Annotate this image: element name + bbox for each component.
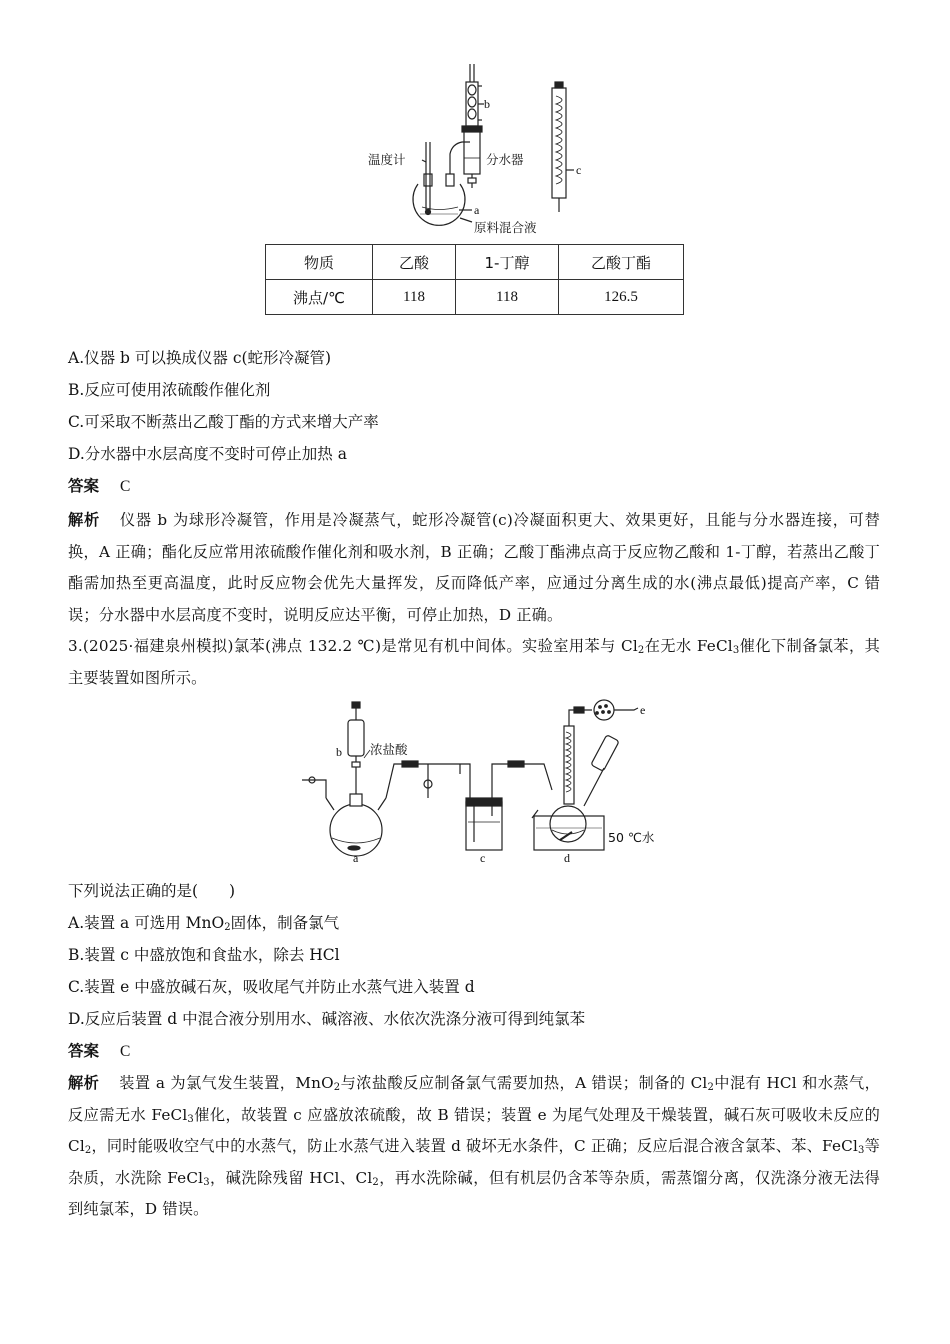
table-row-label: 沸点/℃: [266, 280, 373, 315]
table-cell: 118: [373, 280, 456, 315]
analysis-text: 等杂质，水洗除 FeCl: [68, 1137, 880, 1187]
answer-value: C: [120, 478, 131, 495]
fig2-label-a: a: [353, 851, 359, 865]
q3-answer: [68, 1041, 130, 1062]
fig2-label-e: e: [640, 703, 646, 717]
fig2-label-hcl: 浓盐酸: [370, 742, 408, 757]
fig2-label-b: b: [336, 745, 342, 759]
table-header-cell: 物质: [266, 245, 373, 280]
analysis-text: 与浓盐酸反应制备氯气需要加热，A 错误；制备的 Cl: [340, 1074, 708, 1092]
table-header-cell: 乙酸: [373, 245, 456, 280]
q2-analysis: [68, 505, 880, 631]
fig2-label-c: c: [480, 851, 486, 865]
fig1-label-mixture: 原料混合液: [474, 220, 537, 235]
analysis-label: 解析: [68, 511, 100, 529]
q3-stem: [68, 630, 880, 694]
analysis-text: 仪器 b 为球形冷凝管，作用是冷凝蒸气，蛇形冷凝管(c)冷凝面积更大、效果更好，且能与分水器连接，可替换，A 正确；酯化反应常用浓硫酸作催化剂和吸水剂，B 正确；乙酸丁酯沸点高于反应物乙酸和 1-丁醇，若蒸出乙酸丁酯需加热至更高温度，此时反应物会优先大量挥发，反而降低产率，应通过分离生成的水(沸点最低)提高产率，C 错误；分水器中水层高度不变时，说明反应达平衡，可停止加热，D 正确。: [68, 511, 881, 624]
analysis-text: ，碱洗除残留 HCl、Cl: [209, 1168, 373, 1187]
answer-label: 答案: [68, 477, 100, 495]
q3-prompt: 下列说法正确的是( ): [68, 882, 236, 900]
table-cell: 126.5: [559, 280, 684, 315]
subscript: 2: [333, 1082, 341, 1093]
table-cell: 118: [456, 280, 559, 315]
answer-value: C: [120, 1043, 131, 1060]
q3-stem-text: 3.(2025·福建泉州模拟)氯苯(沸点 132.2 ℃)是常见有机中间体。实验室用苯与 Cl: [68, 637, 638, 655]
boiling-point-table: [265, 244, 684, 315]
q3-stem-text: 催化下制备氯苯，其主要装置如图所示。: [68, 637, 880, 687]
analysis-text: ，同时能吸收空气中的水蒸气，防止水蒸气进入装置 d 破坏无水条件，C 正确；反应后混合液含氯苯、苯、FeCl: [91, 1137, 859, 1155]
q2-option-c: C.可采取不断蒸出乙酸丁酯的方式来增大产率: [68, 413, 379, 431]
option-text: 固体，制备氯气: [230, 914, 340, 932]
subscript: 2: [637, 645, 645, 656]
subscript: 3: [858, 1145, 865, 1156]
q2-option-b: B.反应可使用浓硫酸作催化剂: [68, 381, 271, 399]
table-row: [266, 280, 684, 315]
q2-answer: [68, 476, 130, 497]
q3-analysis: [68, 1068, 880, 1226]
fig1-label-separator: 分水器: [486, 152, 524, 167]
q3-stem-text: 在无水 FeCl: [644, 637, 733, 655]
fig1-label-c: c: [576, 163, 582, 177]
analysis-text: 催化，故装置 c 应盛放浓硫酸，故 B 错误；装置 e 为尾气处理及干燥装置，碱石灰可吸收未反应的 Cl: [68, 1105, 881, 1155]
fig1-label-b: b: [484, 97, 490, 111]
q2-option-d: D.分水器中水层高度不变时可停止加热 a: [68, 445, 347, 463]
answer-label: 答案: [68, 1042, 100, 1060]
table-header-cell: 1-丁醇: [456, 245, 559, 280]
subscript: 2: [707, 1082, 715, 1093]
fig2-label-bath: 50 ℃水: [608, 830, 655, 845]
subscript: 2: [84, 1145, 92, 1156]
subscript: 2: [372, 1176, 379, 1188]
q3-option-c: C.装置 e 中盛放碱石灰，吸收尾气并防止水蒸气进入装置 d: [68, 978, 475, 996]
analysis-label: 解析: [68, 1074, 100, 1092]
subscript: 3: [732, 645, 740, 656]
table-header-cell: 乙酸丁酯: [559, 245, 684, 280]
apparatus-figure-1: [360, 62, 600, 237]
q2-option-a: A.仪器 b 可以换成仪器 c(蛇形冷凝管): [68, 349, 332, 367]
table-row: [266, 245, 684, 280]
analysis-text: 中混有 HCl 和水蒸气，反应需无水 FeCl: [68, 1074, 880, 1124]
analysis-text: ，再水洗除碱，但有机层仍含苯等杂质，需蒸馏分离，仅洗涤分液无法得到纯氯苯，D 错误。: [68, 1168, 880, 1218]
fig1-label-thermometer: 温度计: [368, 152, 406, 167]
fig2-label-d: d: [564, 851, 570, 865]
subscript: 3: [203, 1176, 210, 1188]
apparatus-figure-2: [298, 698, 678, 866]
subscript: 3: [187, 1113, 194, 1125]
subscript: 2: [224, 922, 231, 933]
q3-option-d: D.反应后装置 d 中混合液分别用水、碱溶液、水依次洗涤分液可得到纯氯苯: [68, 1010, 586, 1028]
analysis-text: 装置 a 为氯气发生装置，MnO: [119, 1074, 334, 1092]
q3-option-b: B.装置 c 中盛放饱和食盐水，除去 HCl: [68, 946, 340, 964]
fig1-label-a: a: [474, 203, 480, 217]
q3-option-a: [68, 913, 339, 933]
option-text: A.装置 a 可选用 MnO: [68, 914, 225, 932]
